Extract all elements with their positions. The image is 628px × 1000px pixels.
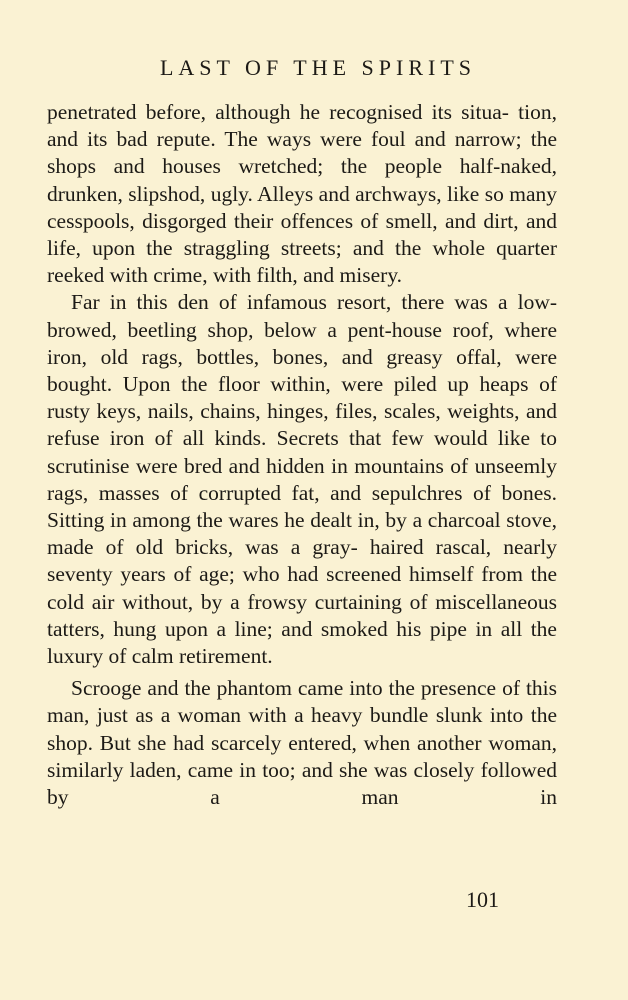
text-line: were piled up heaps of rusty keys, nails, chains,: [47, 372, 557, 424]
text-line: bones. Sitting in among the wares he dealt in, by: [47, 480, 558, 533]
text-line: too; and she was closely followed by a man in: [47, 757, 558, 810]
text-line: a charcoal stove, made of old bricks, was a gray-: [47, 508, 557, 560]
text-line: upon a line; and smoked his pipe in all the luxury: [47, 616, 557, 669]
text-line: hinges, files, scales, weights, and refuse iron of all: [47, 399, 557, 451]
text-line: Scrooge and the phantom came into the presence: [71, 676, 497, 701]
text-line: tion, and its bad repute. The ways were foul and: [47, 100, 557, 152]
text-line: Far in this den of infamous resort, there was: [71, 290, 488, 315]
text-line: a low-browed, beetling shop, below a pent-house: [47, 290, 558, 342]
text-line: were bred and hidden in mountains of unseemly: [135, 453, 557, 478]
text-line: kinds. Secrets that few would like to scrutinise: [47, 426, 558, 478]
text-line: when another woman, similarly laden, came in: [47, 730, 557, 782]
paragraph-1: [47, 99, 557, 289]
paragraph-2: [47, 289, 557, 670]
running-head: LAST OF THE SPIRITS: [159, 55, 477, 80]
text-line: people half-naked, drunken, slipshod, ugly. Alleys: [47, 154, 558, 206]
text-line: and archways, like so many cesspools, disgorged: [47, 181, 557, 233]
body-text: [47, 99, 557, 811]
text-line: of this man, just as a woman with a heavy bundle: [47, 676, 558, 728]
text-line: with crime, with filth, and misery.: [109, 263, 403, 288]
text-line: of calm retirement.: [108, 644, 273, 669]
text-line: their offences of smell, and dirt, and life, upon the: [47, 208, 557, 261]
text-line: roof, where iron, old rags, bottles, bones, and: [47, 317, 558, 369]
text-line: rags, masses of corrupted fat, and sepulchres of: [47, 480, 491, 505]
text-line: haired rascal, nearly seventy years of age; who: [47, 535, 557, 587]
text-line: penetrated before, although he recognised its situa-: [47, 100, 509, 124]
text-line: greasy offal, were bought. Upon the floor within,: [47, 344, 557, 397]
text-line: narrow; the shops and houses wretched; the: [47, 127, 557, 179]
paragraph-3: [47, 675, 557, 811]
text-line: had screened himself from the cold air without, by: [47, 562, 557, 614]
text-line: straggling streets; and the whole quarter reeked: [47, 236, 557, 288]
page-number: 101: [466, 887, 499, 912]
text-line: slunk into the shop. But she had scarcely entered,: [47, 703, 557, 755]
text-line: a frowsy curtaining of miscellaneous tatters, hung: [47, 589, 558, 641]
